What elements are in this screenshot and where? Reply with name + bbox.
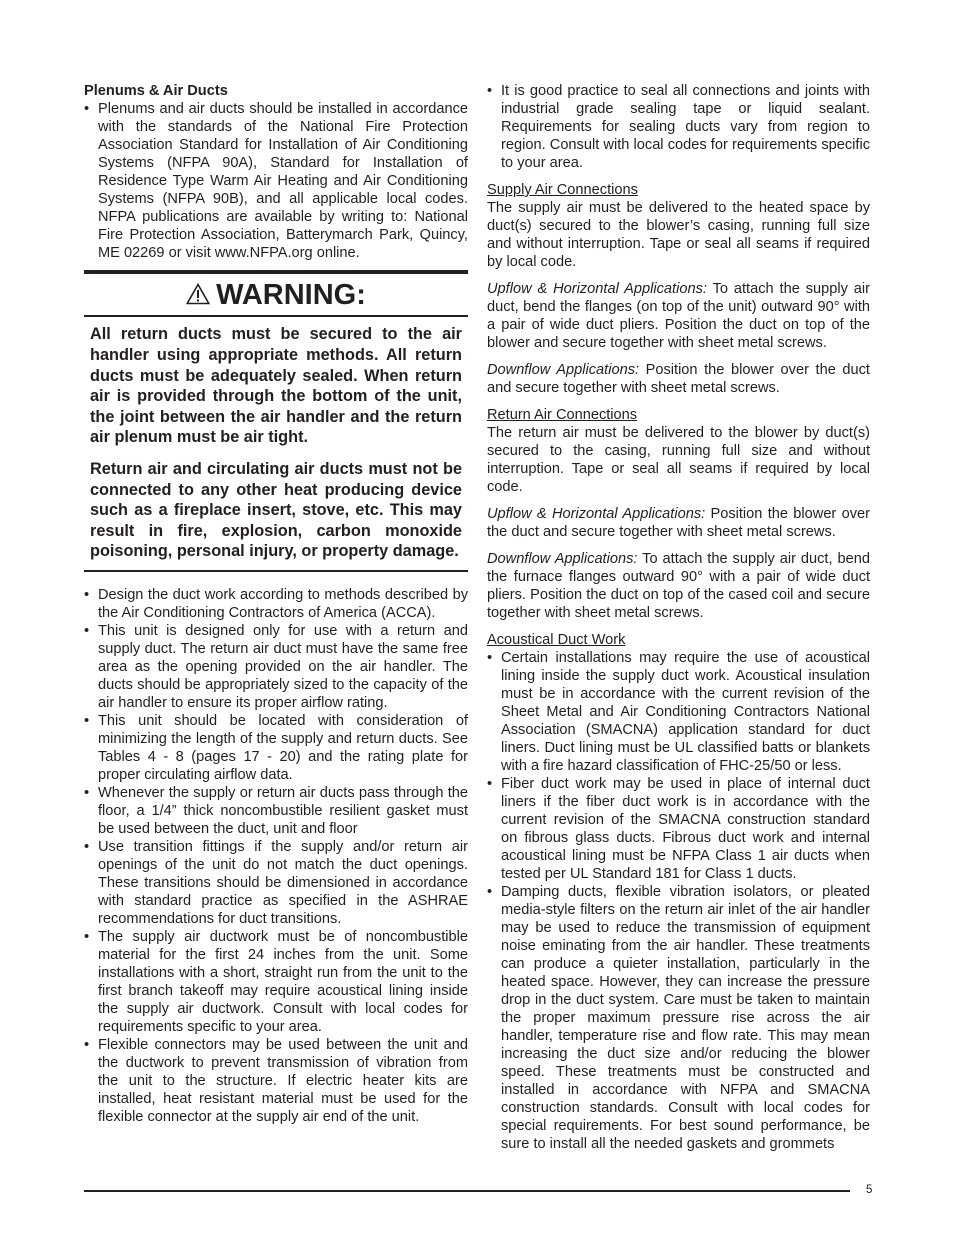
return-upflow-label: Upflow & Horizontal Applications:: [487, 506, 706, 522]
return-downflow-text: To attach the supply air duct, bend the furnace flanges outward 90° with a pair of wide duct pliers. Position the duct on top of the cased coil and secure together with sheet metal screws.: [487, 551, 870, 621]
warning-paragraph: All return ducts must be secured to the air handler using appropriate methods. All return ducts must be adequately sealed. When return air is provided through the bottom of the unit, the joint between the air handler and the return air plenum must be air tight.: [90, 325, 462, 447]
acoustical-list: [487, 649, 870, 1153]
warning-title: WARNING:: [216, 279, 366, 311]
right-column: [487, 82, 870, 1153]
warning-body: [84, 317, 468, 570]
section-heading-plenums: Plenums & Air Ducts: [84, 83, 228, 99]
list-item: • This unit is designed only for use with a return and supply duct. The return air duct must have the same free area as the opening provided on the air handler. The ducts should be appropriately sized to the capacity of the air handler to ensure its proper airflow rating.: [84, 622, 468, 712]
return-body: The return air must be delivered to the blower by duct(s) secured to the casing, running full size and without interruption. Tape or seal all seams if required by local code.: [487, 425, 870, 495]
list-item: • Fiber duct work may be used in place of internal duct liners if the fiber duct work is in accordance with the current revision of the SMACNA construction standard on fibrous glass ducts. Fibrous duct work and internal acoustical lining must be NFPA Class 1 air ducts when tested per UL Standard 181 for Class 1 ducts.: [487, 775, 870, 883]
return-downflow: [487, 550, 870, 622]
list-item: • This unit should be located with consideration of minimizing the length of the supply and return ducts. See Tables 4 - 8 (pages 17 - 20) and the rating plate for proper circulating airflow data.: [84, 712, 468, 784]
return-downflow-label: Downflow Applications:: [487, 551, 638, 567]
supply-body: The supply air must be delivered to the heated space by duct(s) secured to the blower’s casing, running full size and without interruption. Tape or seal all seams if required by local code.: [487, 200, 870, 270]
page-number: 5: [866, 1184, 873, 1196]
list-item: • Plenums and air ducts should be installed in accordance with the standards of the National Fire Protection Association Standard for Installation of Air Conditioning Systems (NFPA 90A), Standard for Installation of Residence Type Warm Air Heating and Air Conditioning Systems (NFPA 90B), and all applicable local codes. NFPA publications are available by writing to: National Fire Protection Association, Batterymarch Park, Quincy, ME 02269 or visit www.NFPA.org online.: [84, 100, 468, 262]
footer-rule: [84, 1190, 850, 1192]
warning-box: [84, 270, 468, 572]
list-item: • Flexible connectors may be used between the unit and the ductwork to prevent transmission of vibration from the unit to the structure. If electric heater kits are installed, heat resistant material must be used for the flexible connector at the supply air end of the unit.: [84, 1036, 468, 1126]
supply-upflow-label: Upflow & Horizontal Applications:: [487, 281, 707, 297]
warning-triangle-icon: [186, 279, 210, 313]
return-upflow-text: Position the blower over the duct and secure together with sheet metal screws.: [487, 506, 870, 540]
section-heading-return: Return Air Connections: [487, 407, 638, 423]
list-item: • Damping ducts, flexible vibration isolators, or pleated media-style filters on the return air inlet of the air handler may be used to reduce the transmission of equipment noise eminating from the air handler. These treatments can produce a quieter installation, particularly in the heated space. However, they can increase the pressure drop in the duct system. Care must be taken to maintain the proper maximum pressure rise across the air handler, temperature rise and flow rate. This may mean increasing the duct size and/or reducing the blower speed. These treatments must be constructed and installed in accordance with NFPA and SMACNA construction standards. Consult with local codes for special requirements. For best sound performance, be sure to install all the needed gaskets and grommets: [487, 883, 870, 1153]
duct-guidelines-list: [84, 586, 468, 1126]
list-item: • Certain installations may require the use of acoustical lining inside the supply duct work. Acoustical insulation must be in accordance with the current revision of the Sheet Metal and Air Conditioning Contractors National Association (SMACNA) application standard for duct liners. Duct lining must be UL classified batts or blankets with a fire hazard classification of FHC-25/50 or less.: [487, 649, 870, 775]
intro-list: [84, 100, 468, 262]
section-heading-supply: Supply Air Connections: [487, 182, 638, 198]
section-heading-acoustical: Acoustical Duct Work: [487, 632, 626, 648]
supply-downflow-text: Position the blower over the duct and secure together with sheet metal screws.: [487, 362, 870, 396]
list-item: • Use transition fittings if the supply and/or return air openings of the unit do not match the duct openings. These transitions should be dimensioned in accordance with standard practice as specified in the ASHRAE recommendations for duct transitions.: [84, 838, 468, 928]
supply-downflow-label: Downflow Applications:: [487, 362, 640, 378]
warning-paragraph: Return air and circulating air ducts must not be connected to any other heat producing device such as a fireplace insert, stove, etc. This may result in fire, explosion, carbon monoxide poisoning, personal injury, or property damage.: [90, 459, 462, 561]
supply-upflow: [487, 280, 870, 352]
left-column: [84, 82, 468, 1126]
list-item: • It is good practice to seal all connections and joints with industrial grade sealing tape or liquid sealant. Requirements for sealing ducts vary from region to region. Consult with local codes for requirements specific to your area.: [487, 82, 870, 172]
warning-header: [84, 274, 468, 317]
list-item: • Whenever the supply or return air ducts pass through the floor, a 1/4” thick noncombustible resilient gasket must be used between the duct, unit and floor: [84, 784, 468, 838]
list-item: • The supply air ductwork must be of noncombustible material for the first 24 inches from the unit. Some installations with a short, straight run from the unit to the first branch takeoff may require acoustical lining inside the supply air ductwork. Consult with local codes for requirements specific to your area.: [84, 928, 468, 1036]
list-item: • Design the duct work according to methods described by the Air Conditioning Contractors of America (ACCA).: [84, 586, 468, 622]
supply-downflow: [487, 361, 870, 397]
supply-upflow-text: To attach the supply air duct, bend the flanges (on top of the unit) outward 90° with a pair of wide duct pliers. Position the duct on top of the blower and secure together with sheet metal screws.: [487, 281, 870, 351]
return-upflow: [487, 505, 870, 541]
sealing-list: [487, 82, 870, 172]
